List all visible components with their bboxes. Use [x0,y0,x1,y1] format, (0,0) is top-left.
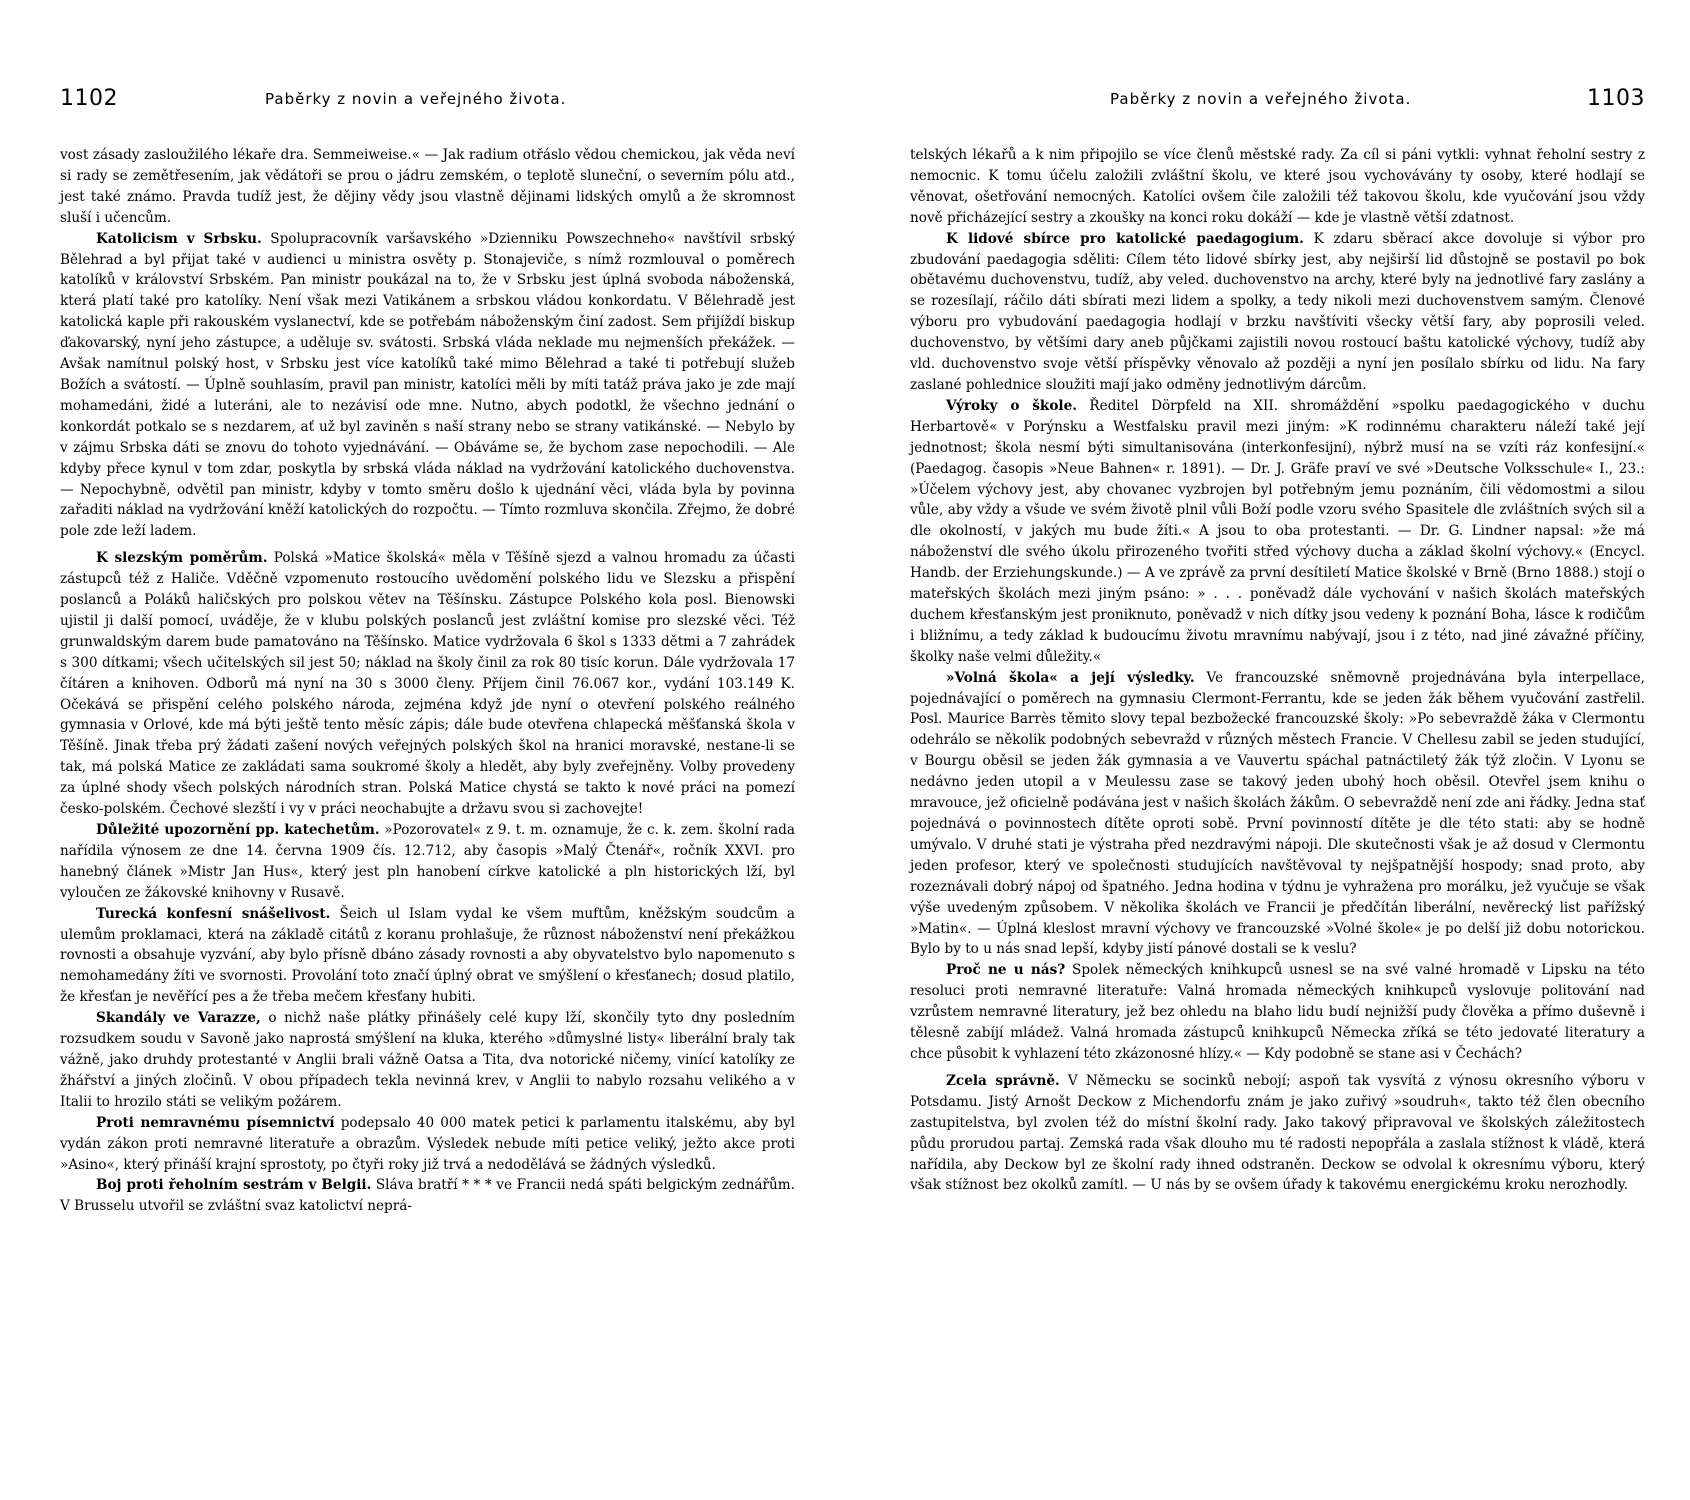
left-page-header [60,86,795,114]
paragraph [60,820,795,904]
paragraph-heading: Katolicism v Srbsku. [96,230,262,247]
page-number: 1103 [1587,86,1645,111]
paragraph [910,960,1645,1065]
paragraph-text: Sláva bratří * * * ve Francii nedá spáti belgickým zednářům. V Brusselu utvořil se zvláštní svaz katolictví neprá- [60,1177,795,1215]
paragraph-text: V Německu se socinků nebojí; aspoň tak vysvítá z výnosu okresního výboru v Potsdamu. Jistý Arnošt Deckow z Michendorfu znám je jako zuřivý »soudruh«, takto též člen obecního zastupitelstva, byl zvolen též do místní školní rady. Jako takový připravoval ve školských záležitostech půdu prorudou partaj. Zemská rada však dlouho mu té radosti nepopřála a zaslala stížnost k vládě, která nařídila, aby Deckow byl ze školní rady ihned odstraněn. Deckow se odvolal k okresnímu výboru, který však stížnost bez okolků zamítl. — U nás by se ovšem úřady k takovému energickému kroku nerozhodly. [910,1072,1645,1194]
paragraph [60,904,795,1009]
paragraph-heading: Zcela správně. [946,1072,1060,1089]
paragraph-text: Ve francouzské sněmovně projednávána byla interpellace, pojednávající o poměrech na gymnasiu Clermont-Ferrantu, kde se jeden žák během vyučování zastřelil. Posl. Maurice Barrès těmito slovy tepal bezbožecké francouzské školy: »Po sebevraždě žáka v Clermontu odehrálo se několik podobných sebevražd v různých městech Francie. V Chellesu zabil se jeden studující, v Bourgu oběsil se jeden žák gymnasia a ve Vauvertu spáchal patnáctiletý žák týž zločin. V Lyonu se nedávno jeden utopil a v Meulessu zase se takový jeden ubohý hoch oběsil. Otevřel jsem knihu o mravouce, jež oficielně podávána jest v našich školách žákům. O sebevraždě není zde ani řádky. Jedna stať pojednává o povinnostech dítěte oproti sobě. První povinností dítěte je dle této stati: aby se hodně umývalo. V druhé stati je výstraha před nezdravými nápoji. Dle skutečnosti však je až dosud v Clermontu jeden profesor, který ve společnosti studujících navštěvoval ty nejšpatnější hospody; snad proto, aby rozeznávali dobrý nápoj od špatného. Jedna hodina v týdnu je vyhražena pro morálku, jež vyučuje se však výše uvedeným způsobem. V několika školách ve Francii je předčítán liberální, nevěrecký list pařížský »Matin«. — Úplná kleslost mravní výchovy ve francouzské »Volné škole« je po delší již dobu notorickou. Bylo by to u nás snad lepší, kdyby jistí pánové dostali se k veslu? [910,669,1645,958]
paragraph-text: Šeich ul Islam vydal ke všem muftům, kněžským soudcům a ulemům proklamaci, která na základě citátů z koranu prohlašuje, že různost náboženství není překážkou rovnosti a obsahuje vyzvání, aby bylo přísně dbáno zásady rovnosti a aby obyvatelstvo bylo napomenuto s nemohamedány žíti ve svornosti. Provolání toto značí úplný obrat ve smýšlení o křesťanech; dosud platilo, že křesťan je nevěřící pes a že třeba mečem křesťany hubiti. [60,905,796,1006]
paragraph [60,1008,795,1113]
paragraph-text: Ředitel Dörpfeld na XII. shromáždění »spolku paedagogického v duchu Herbartově« v Porýnsku a Westfalsku pravil mezi jiným: »K rodinnému charakteru náleží také její jednotnost; škola nesmí býti simultanisována (interkonfesijní), nýbrž musí na se vzíti ráz konfesijní.« (Paedagog. časopis »Neue Bahnen« r. 1891). — Dr. J. Gräfe praví ve své »Deutsche Volksschule« I., 23.: »Účelem výchovy jest, aby chovanec vyzbrojen byl potřebným jemu poznáním, čili vědomostmi a silou vůle, aby vždy a všude ve svém životě plnil vůli Boží podle vzoru svého Spasitele dle zvláštních svých sil a dle okolností, v jakých mu bude žíti.« A jsou to oba protestanti. — Dr. G. Lindner napsal: »že má náboženství dle svého úkolu přirozeného tvořiti střed výchovy ducha a základ školní výchovy.« (Encycl. Handb. der Erziehungskunde.) — A ve zprávě za první desítiletí Matice školské v Brně (Brno 1888.) stojí o mateřských školách mezi jiným psáno: » . . . poněvadž dále vychování v našich školách mateřských duchem křesťanským jest proniknuto, poněvadž v nich dítky jsou vedeny k poznání Boha, lásce k rodičům i bližnímu, a tedy základ k budoucímu životu mravnímu nabývají, jsou i z této, nad jiné závažné příčiny, školky naše velmi důležity.« [910,397,1645,665]
right-page-header [910,86,1645,114]
page-number: 1102 [60,86,118,111]
paragraph-text: vost zásady zasloužilého lékaře dra. Semmeiweise.« — Jak radium otřáslo vědou chemickou, jak věda neví si rady se zemětřesením, jak vědátoři se prou o jádru zemském, o teplotě sluneční, o severním pólu atd., jest také známo. Pravda tudíž jest, že dějiny vědy jsou vlastně dějinami lidských omylů a že skromnost sluší i učencům. [60,147,795,226]
paragraph-heading: K lidové sbírce pro katolické paedagogium. [946,230,1304,247]
paragraph [60,145,795,229]
paragraph [910,145,1645,229]
paragraph-heading: Proč ne u nás? [946,962,1066,979]
paragraph-heading: K slezským poměrům. [96,550,268,567]
paragraph-text: Spolek německých knihkupců usnesl se na své valné hromadě v Lipsku na této resoluci proti nemravné literatuře: Valná hromada německých knihkupců vyslovuje politování nad vzrůstem nemravné literatury, jež bez ohledu na blaho lidu budí nejnižší pudy člověka a přímo duševně i tělesně zabíjí mládež. Valná hromada zástupců knihkupců Německa zříká se této jedovaté literatury a chce působit k vyhlazení této zkázonosné hlízy.« — Kdy podobně se stane asi v Čechách? [910,962,1645,1062]
paragraph-text: podepsalo 40 000 matek petici k parlamentu italskému, aby byl vydán zákon proti nemravné literatuře a obrazům. Výsledek nebude míti petice veliký, ježto akce proti »Asino«, který přináší krajní sprostoty, po čtyři roky již trvá a nedodělává se žádných výsledků. [60,1114,795,1173]
left-page [60,0,795,1500]
running-head: Paběrky z novin a veřejného života. [265,90,567,108]
paragraph [60,1113,795,1176]
paragraph [60,229,795,543]
paragraph-heading: Boj proti řeholním sestrám v Belgii. [96,1177,372,1194]
paragraph [60,1175,795,1217]
paragraph-heading: Proti nemravnému písemnictví [96,1114,335,1131]
paragraph-heading: Skandály ve Varazze, [96,1010,261,1027]
paragraph-text: telských lékařů a k nim připojilo se více členů městské rady. Za cíl si páni vytkli: vyhnat řeholní sestry z nemocnic. K tomu účelu založili zvláštní školu, ve které jsou vychovávány ty osoby, které hodlají se věnovat, ošetřování nemocných. Katolíci ovšem čile založili též takovou školu, kde vyučování jsou vždy nově přicházející sestry a zkoušky na konci roku dokáží — kde je vlastně větší zdatnost. [910,147,1645,226]
paragraph [910,229,1645,396]
paragraph-text: Polská »Matice školská« měla v Těšíně sjezd a valnou hromadu za účasti zástupců též z Haliče. Vděčně vzpomenuto rostoucího uvědomění polského lidu ve Slezsku a přispění poslanců a Poláků haličských pro polskou větev na Těšínsku. Zástupce Polského kola posl. Bienowski ujistil ji další pomocí, uváděje, že v klubu polských poslanců jest zvláštní komise pro slezské věci. Též grunwaldským darem bude pamatováno na Těšínsko. Matice vydržovala 6 škol s 1333 dětmi a 7 zahrádek s 300 dítkami; všech učitelských sil jest 50; náklad na školy činil za rok 80 tisíc korun. Dále vydržovala 17 čítáren a knihoven. Odborů má nyní na 30 s 3000 členy. Příjem činil 76.067 kor., vydání 103.149 K. Očekává se přispění celého polského národa, zejména když jde nyní o otevření polského reálného gymnasia v Orlové, kde má býti ještě tento měsíc zápis; dále bude otevřena chlapecká měšťanská škola v Těšíně. Jinak třeba prý žádati zašení nových veřejných polských škol na hranici moravské, nestane-li se tak, má polská Matice ze zakládati sama soukromé školy a hledět, aby byly zveřejněny. Volby provedeny za úplné shody všech polských národních stran. Polská Matice chystá se takto k nové práci na pomezí česko-polském. Čechové slezští i vy v práci neochabujte a državu svou si zachovejte! [60,550,795,818]
right-page-body [910,145,1645,1196]
paragraph-heading: Důležité upozornění pp. katechetům. [96,822,380,838]
paragraph [910,396,1645,668]
paragraph [910,1071,1645,1196]
paragraph-text: Spolupracovník varšavského »Dzienniku Powszechneho« navštívil srbský Bělehrad a byl přijat také v audienci u ministra osvěty p. Stonajeviče, s nímž rozmlouval o poměrech katolíků v království Srbském. Pan ministr poukázal na to, že v Srbsku jest úplná svoboda náboženská, která platí také pro katolíky. Není však mezi Vatikánem a srbskou vládou konkordatu. V Bělehradě jest katolická kaple při rakouském vyslanectví, kde se potřebám náboženským činí zadost. Sem přijíždí biskup ďakovarský, nyní jeho zástupce, a uděluje sv. svátosti. Srbská vláda neklade mu nejmenších překážek. — Avšak namítnul polský host, v Srbsku jest více katolíků také mimo Bělehrad a také ti potřebují služeb Božích a svátostí. — Úplně souhlasím, pravil pan ministr, katolíci měli by míti tatáž práva jako je zde mají mohamedáni, židé a luteráni, ale to nezávisí ode mne. Nutno, abych podotkl, že všechno jednání o konkordát potkalo se s nezdarem, ať už byl zaviněn s naší strany nebo se strany vatikánské. — Nebylo by v zájmu Srbska dáti se znovu do tohoto vyjednávání. — Obáváme se, že bychom zase nepochodili. — Ale kdyby přece kynul v tom zdar, poskytla by srbská vláda náklad na vydržování katolického duchovenstva. — Nepochybně, odvětil pan ministr, kdyby v tomto směru došlo k ujednání věci, vláda byla by povinna zařaditi náklad na vydržování kněží katolických do rozpočtu. — Tímto rozmluva skončila. Zřejmo, že dobré pole zde leží ladem. [60,230,796,540]
paragraph [910,668,1645,961]
paragraph-text: K zdaru sběrací akce dovoluje si výbor pro zbudování paedagogia sděliti: Cílem této lidové sbírky jest, aby nejširší lid důstojně se postavil po bok obětavému duchovenstvu, tudíž, aby veled. duchovenstvo na archy, které byly na jednotlivé fary zaslány a se rozesílají, ráčilo dáti sbírati mezi lidem a spolky, a tedy nikoli mezi duchovenstvem samým. Členové výboru pro vybudování paedagogia hodlají v brzku navštíviti všecky větší fary, aby poprosili veled. duchovenstvo, by většími dary aneb půjčkami zajistili novou rostoucí baštu katolické výchovy, tudíž aby vld. duchovenstvo svoje větší příspěvky věnovalo až později a nyní jen posílalo sbírku od lidu. Na fary zaslané pohlednice sloužiti mají jako odměny jednotlivým dárcům. [910,230,1645,393]
left-page-body [60,145,795,1217]
paragraph-text: o nichž naše plátky přinášely celé kupy lží, skončily tyto dny posledním rozsudkem soudu v Savoně jako naprostá smýšlení na kluka, kterého »důmyslné listy« liberální braly tak vážně, jako druhdy protestanté v Anglii brali vážně Oatsa a Tita, dva notorické ničemy, vinící katolíky ze žhářství a jiných zločinů. V obou případech tekla nevinná krev, v Anglii to nabylo rozsahu velikého a v Italii to hrozilo státi se velikým požárem. [60,1010,795,1110]
right-page [910,0,1645,1500]
paragraph-heading: »Volná škola« a její výsledky. [946,669,1195,686]
paragraph-text: »Pozorovatel« z 9. t. m. oznamuje, že c. k. zem. školní rada nařídila výnosem ze dne 14. června 1909 čís. 12.712, aby časopis »Malý Čtenář«, ročník XXVI. pro hanebný článek »Mistr Jan Hus«, který jest pln hanobení církve katolické a pln historických lží, byl vyloučen ze žákovské knihovny v Rusavě. [60,822,795,901]
paragraph [60,548,795,820]
paragraph-heading: Turecká konfesní snášelivost. [96,905,331,922]
running-head: Paběrky z novin a veřejného života. [1110,90,1412,108]
paragraph-heading: Výroky o škole. [946,397,1077,414]
